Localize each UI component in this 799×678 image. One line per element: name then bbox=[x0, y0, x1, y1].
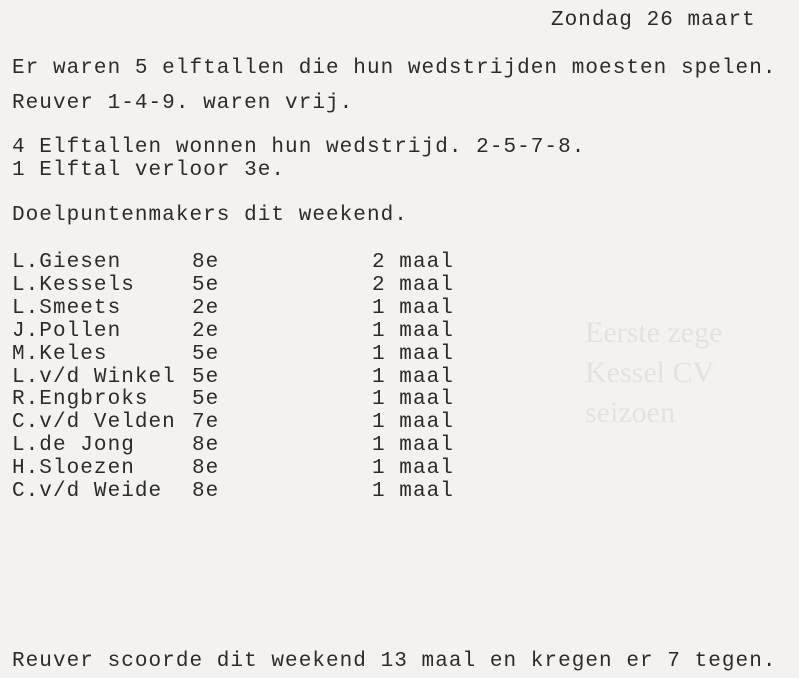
scorer-name: M.Keles bbox=[12, 342, 108, 366]
scorer-name: C.v/d Velden bbox=[12, 411, 176, 435]
scorer-name: L.v/d Winkel bbox=[12, 365, 176, 389]
scorer-name: L.Kessels bbox=[12, 273, 135, 297]
bleed-through-text: Eerste zege bbox=[585, 316, 723, 349]
scorer-team: 8e bbox=[192, 480, 220, 503]
scorer-name: L.de Jong bbox=[12, 434, 135, 458]
scorer-count: 1 maal bbox=[372, 411, 454, 435]
results-line: 1 Elftal verloor 3e. bbox=[12, 159, 286, 182]
scorer-team: 5e bbox=[192, 273, 220, 297]
scorer-count: 1 maal bbox=[372, 480, 454, 503]
scorer-count: 1 maal bbox=[372, 342, 454, 366]
scorer-team: 5e bbox=[192, 342, 220, 366]
bleed-through-text: Kessel CV bbox=[585, 356, 715, 389]
scorer-count: 1 maal bbox=[372, 457, 454, 481]
scorer-team: 5e bbox=[192, 388, 220, 412]
scorer-count: 1 maal bbox=[372, 296, 454, 320]
summary-line: Reuver scoorde dit weekend 13 maal en kregen er 7 tegen. bbox=[12, 650, 777, 673]
scorer-team: 8e bbox=[192, 251, 220, 274]
scorer-team: 7e bbox=[192, 411, 220, 435]
scorer-team: 8e bbox=[192, 434, 220, 458]
scorer-team: 8e bbox=[192, 457, 220, 481]
scorer-count: 1 maal bbox=[372, 388, 454, 412]
scorer-name: L.Giesen bbox=[12, 251, 122, 274]
scorer-name: H.Sloezen bbox=[12, 457, 135, 481]
scorer-team: 5e bbox=[192, 365, 220, 389]
scorer-team: 2e bbox=[192, 319, 220, 343]
intro-line: Er waren 5 elftallen die hun wedstrijden moesten spelen. bbox=[12, 57, 777, 80]
scorer-count: 2 maal bbox=[372, 273, 454, 297]
scorer-name: C.v/d Weide bbox=[12, 480, 163, 503]
scorer-count: 1 maal bbox=[372, 365, 454, 389]
scorer-count: 2 maal bbox=[372, 251, 454, 274]
scorer-team: 2e bbox=[192, 296, 220, 320]
scorers-heading: Doelpuntenmakers dit weekend. bbox=[12, 204, 408, 227]
scorer-name: J.Pollen bbox=[12, 319, 122, 343]
bleed-through-text: seizoen bbox=[585, 396, 675, 429]
scorer-count: 1 maal bbox=[372, 434, 454, 458]
scorer-name: R.Engbroks bbox=[12, 388, 149, 412]
scorer-count: 1 maal bbox=[372, 319, 454, 343]
date-heading: Zondag 26 maart bbox=[551, 9, 756, 32]
intro-line: Reuver 1-4-9. waren vrij. bbox=[12, 92, 354, 115]
scorer-name: L.Smeets bbox=[12, 296, 122, 320]
results-line: 4 Elftallen wonnen hun wedstrijd. 2-5-7-8. bbox=[12, 136, 586, 159]
